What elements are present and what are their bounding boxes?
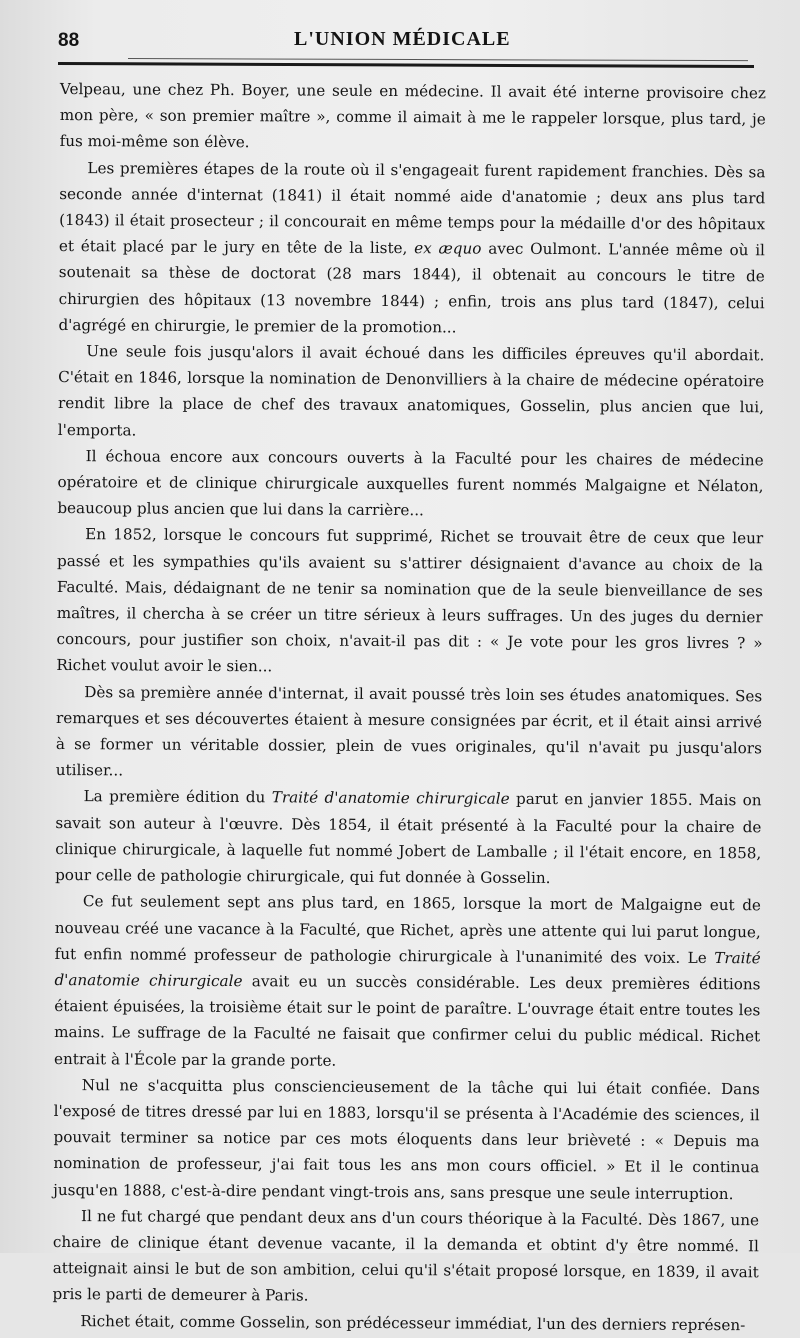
paragraph-text: Ce fut seulement sept ans plus tard, en 1865, lorsque la mort de Malgaigne eut de nouveau créé une vacance à la Faculté, que Richet, après une attente qui lui parut longue, fut enfin nommé professeur de pathologie chirurgicale à l'unanimité des voix. Le <box>54 892 762 967</box>
header-rule <box>58 62 754 68</box>
paragraph <box>56 679 763 788</box>
italic-phrase: ex æquo <box>414 239 482 258</box>
page-header <box>58 22 758 62</box>
paragraph-text: avait eu un succès considérable. Les deux premières éditions étaient épuisées, la troisième était sur le point de paraître. L'ouvrage était entre toutes les mains. Le suffrage de la Faculté ne faisait que confirmer celui du public médical. Richet entrait à l'École par la grande porte. <box>53 972 761 1070</box>
paragraph-text: parut en janvier 1855. Mais on savait son auteur à l'œuvre. Dès 1854, il était présenté à la Faculté pour la chaire de clinique chirurgicale, à laquelle fut nommé Jobert de Lamballe ; il l'était encore, en 1858, pour celle de pathologie chirurgicale, qui fut donnée à Gosselin. <box>55 790 762 888</box>
paragraph <box>55 783 762 892</box>
paragraph <box>58 338 765 447</box>
paragraph-text: Il échoua encore aux concours ouverts à la Faculté pour les chaires de médecine opératoire et de clinique chirurgicale auxquelles furent nommés Malgaigne et Nélaton, beaucoup plus ancien que lui dans la carrière... <box>57 447 764 520</box>
paragraph <box>58 155 765 343</box>
paragraph-text: Il ne fut chargé que pendant deux ans d'un cours théorique à la Faculté. Dès 1867, une chaire de clinique étant devenue vacante, il la demanda et obtint d'y être nommé. Il atteignait ainsi le but de son ambition, celui qu'il s'était proposé lorsque, en 1839, il avait pris le parti de demeurer à Paris. <box>52 1206 760 1305</box>
header-rule-thin <box>128 58 748 61</box>
paragraph <box>53 1072 760 1207</box>
book-title: Traité d'anatomie chirurgicale <box>271 788 510 809</box>
paragraph-text: Richet était, comme Gosselin, son prédécesseur immédiat, l'un des derniers représen- <box>80 1311 746 1334</box>
paragraph-text: Velpeau, une chez Ph. Boyer, une seule en médecine. Il avait été interne provisoire chez mon père, « son premier maître », comme il aimait à me le rappeler lorsque, plus tard, je fus moi-même son élève. <box>59 79 766 152</box>
paragraph-text: Dès sa première année d'internat, il avait poussé très loin ses études anatomiques. Ses remarques et ses découvertes étaient à mesure consignées par écrit, et il était ainsi arrivé à se former un véritable dossier, plein de vues originales, qu'il n'avait pu jusqu'alors utiliser... <box>55 682 763 780</box>
paragraph-text: Les premières étapes de la route où il s'engageait furent rapidement franchies. Dès sa seconde année d'internat (1841) il était nommé aide d'anatomie ; deux ans plus tard (1843) il était prosecteur ; il concourait en même temps pour la médaille d'or des hôpitaux et était placé par le jury en tête de la liste, <box>58 158 766 258</box>
running-title: L'UNION MÉDICALE <box>294 28 511 50</box>
paragraph-text: Une seule fois jusqu'alors il avait échoué dans les difficiles épreuves qu'il abordait. C'était en 1846, lorsque la nomination de Denonvilliers à la chaire de médecine opératoire rendit libre la place de chef des travaux anatomiques, Gosselin, plus ancien que lui, l'emporta. <box>57 342 765 440</box>
paragraph <box>52 1203 759 1312</box>
paragraph <box>52 1308 758 1338</box>
paragraph <box>54 888 761 1076</box>
body-text <box>52 76 766 1338</box>
paragraph-text: Nul ne s'acquitta plus consciencieusement de la tâche qui lui était confiée. Dans l'exposé de titres dressé par lui en 1883, lorsqu'il se présenta à l'Académie des sciences, il pouvait terminer sa notice par ces mots éloquents dans leur brièveté : « Depuis ma nomination de professeur, j'ai fait tous les ans mon cours officiel. » Et il le continua jusqu'en 1888, c'est-à-dire pendant vingt-trois ans, sans presque une seule interruption. <box>53 1075 760 1203</box>
book-title: Traité d'anatomie chirurgicale <box>54 948 761 991</box>
paragraph <box>60 76 766 159</box>
page-number: 88 <box>58 30 80 51</box>
paragraph-text: La première édition du <box>83 787 272 807</box>
paragraph <box>56 521 763 683</box>
paragraph-text: avec Oulmont. L'année même où il soutenait sa thèse de doctorat (28 mars 1844), il obtenait au concours le titre de chirurgien des hôpitaux (13 novembre 1844) ; enfin, trois ans plus tard (1847), celui d'agrégé en chirurgie, le premier de la promotion... <box>58 239 766 337</box>
paragraph <box>57 443 763 526</box>
paragraph-text: En 1852, lorsque le concours fut supprimé, Richet se trouvait être de ceux que leur passé et les sympathies qu'ils avaient su s'attirer désignaient d'avance au choix de la Faculté. Mais, dédaignant de ne tenir sa nomination que de la seule bienveillance de ses maîtres, il chercha à se créer un titre sérieux à leurs suffrages. Un des juges du dernier concours, pour justifier son choix, n'avait-il pas dit : « Je vote pour les gros livres ? » Richet voulut avoir le sien... <box>56 525 764 676</box>
